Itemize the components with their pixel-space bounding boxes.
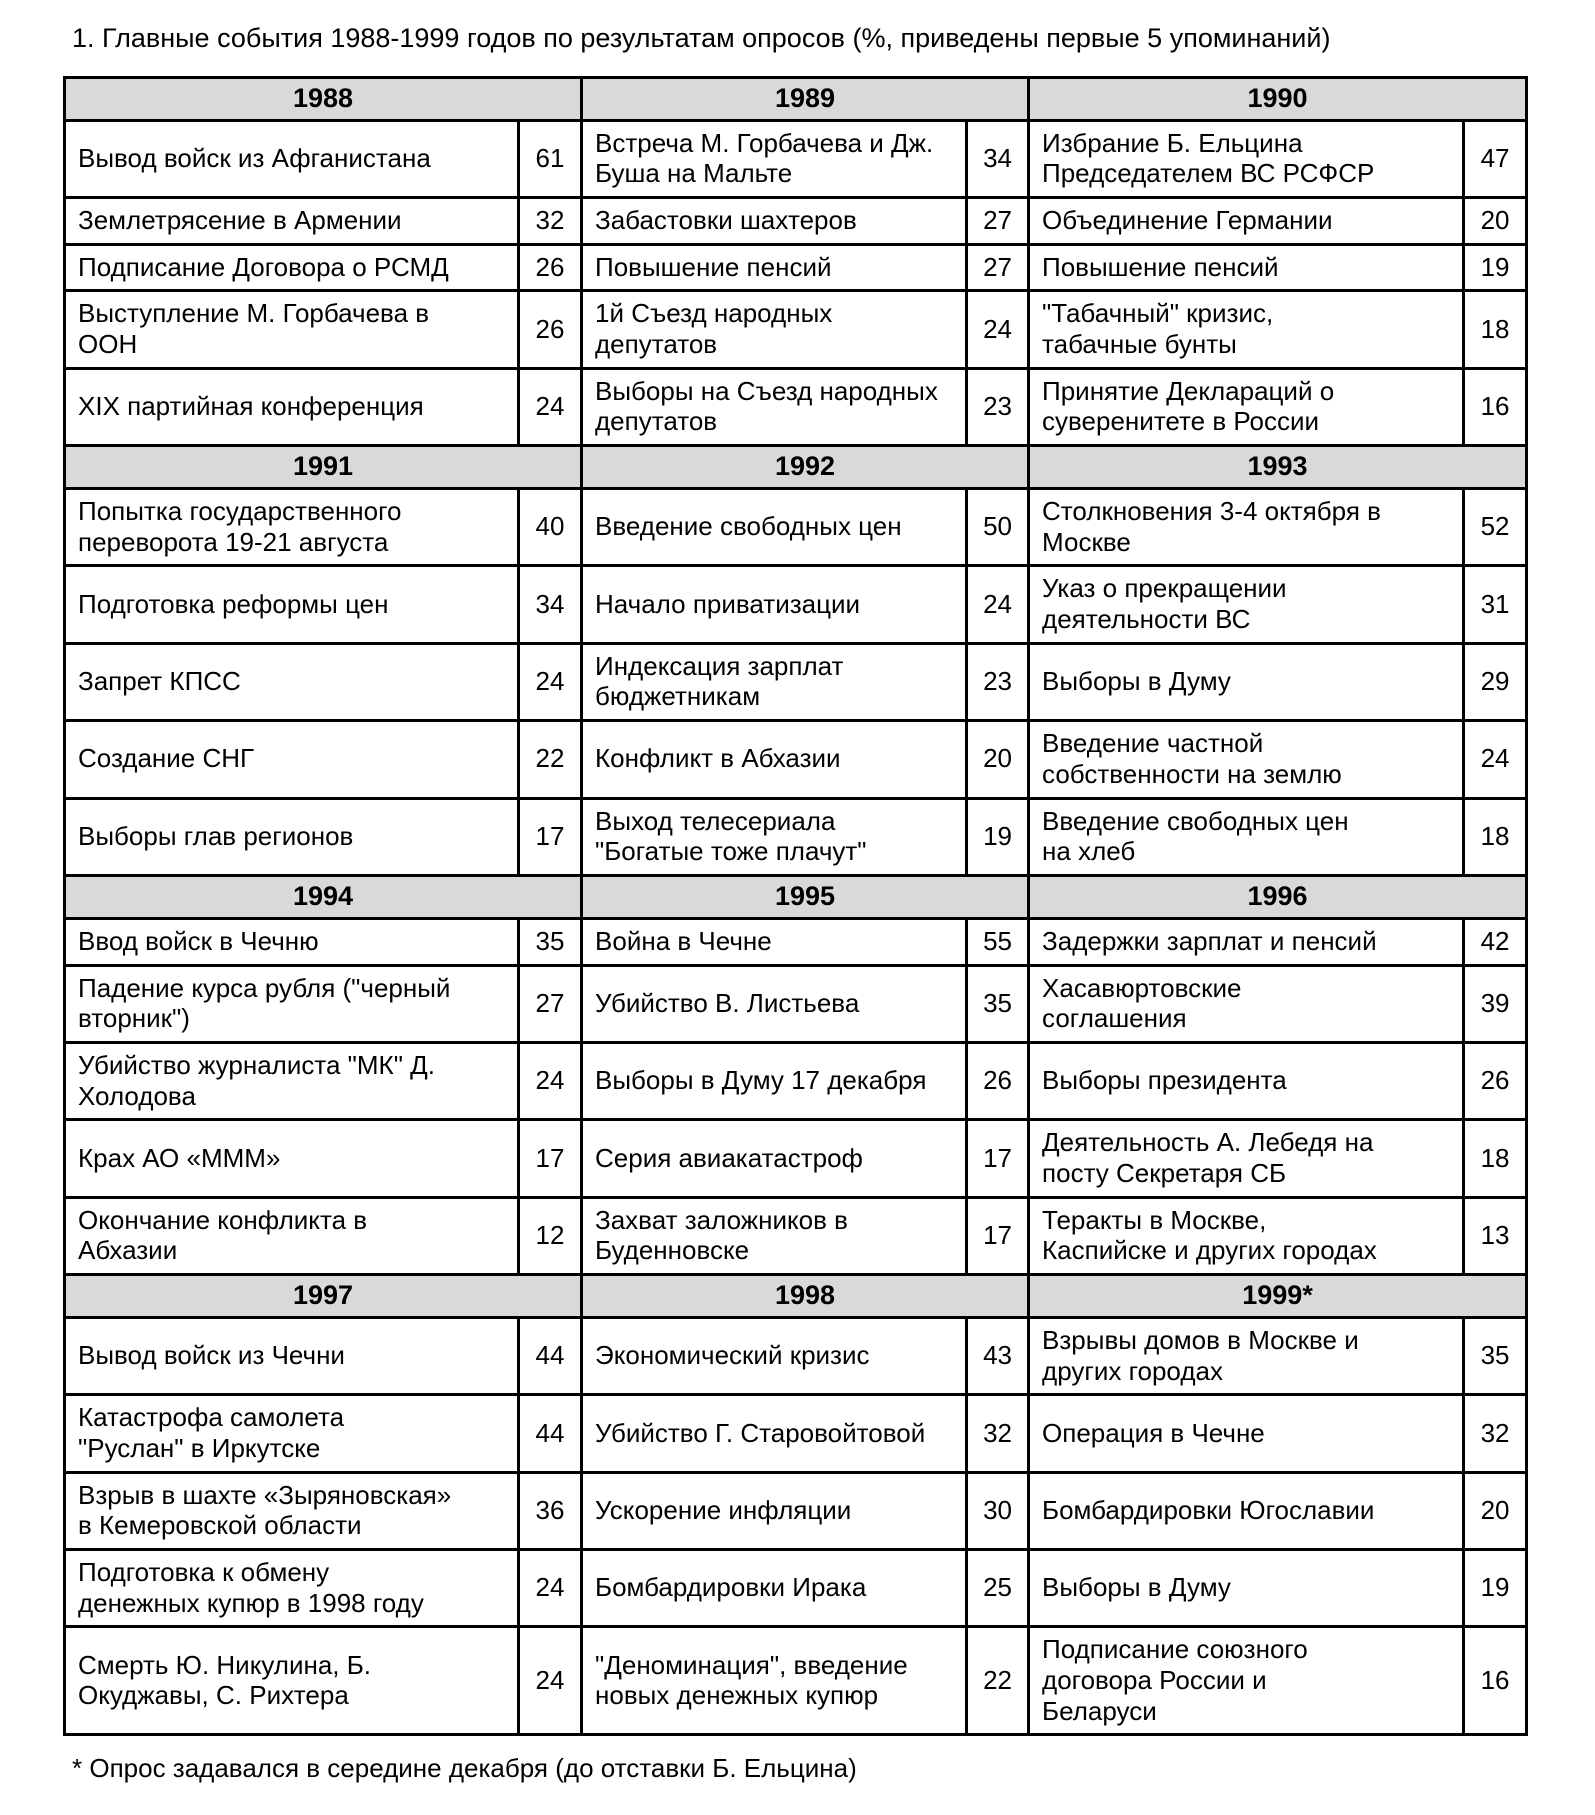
event-cell: Теракты в Москве, Каспийске и других городах — [1029, 1197, 1464, 1274]
event-cell: Подписание союзного договора России и Беларуси — [1029, 1627, 1464, 1735]
value-cell: 39 — [1464, 965, 1527, 1042]
event-cell: "Табачный" кризис, табачные бунты — [1029, 291, 1464, 368]
event-cell: Война в Чечне — [582, 918, 967, 965]
event-cell: Выход телесериала "Богатые тоже плачут" — [582, 798, 967, 875]
value-cell: 17 — [967, 1197, 1029, 1274]
event-cell: Вывод войск из Чечни — [65, 1317, 519, 1394]
value-cell: 43 — [967, 1317, 1029, 1394]
value-cell: 24 — [519, 643, 582, 720]
event-row — [65, 1395, 1527, 1472]
event-cell: Столкновения 3-4 октября в Москве — [1029, 489, 1464, 566]
event-row — [65, 1197, 1527, 1274]
event-row — [65, 489, 1527, 566]
value-cell: 16 — [1464, 1627, 1527, 1735]
value-cell: 27 — [967, 198, 1029, 245]
value-cell: 18 — [1464, 291, 1527, 368]
value-cell: 24 — [519, 1627, 582, 1735]
value-cell: 26 — [519, 291, 582, 368]
year-header: 1988 — [65, 77, 582, 120]
events-table-body — [65, 77, 1527, 1735]
value-cell: 20 — [1464, 198, 1527, 245]
year-header: 1995 — [582, 875, 1029, 918]
value-cell: 23 — [967, 643, 1029, 720]
value-cell: 26 — [1464, 1042, 1527, 1119]
event-cell: Выборы президента — [1029, 1042, 1464, 1119]
event-cell: Встреча М. Горбачева и Дж. Буша на Мальте — [582, 120, 967, 197]
event-cell: Забастовки шахтеров — [582, 198, 967, 245]
event-cell: Выборы в Думу 17 декабря — [582, 1042, 967, 1119]
event-cell: Смерть Ю. Никулина, Б. Окуджавы, С. Рихтера — [65, 1627, 519, 1735]
value-cell: 35 — [1464, 1317, 1527, 1394]
value-cell: 13 — [1464, 1197, 1527, 1274]
value-cell: 25 — [967, 1549, 1029, 1626]
event-cell: Выборы глав регионов — [65, 798, 519, 875]
year-header-row — [65, 1274, 1527, 1317]
value-cell: 27 — [519, 965, 582, 1042]
event-cell: Захват заложников в Буденновске — [582, 1197, 967, 1274]
value-cell: 27 — [967, 244, 1029, 291]
value-cell: 44 — [519, 1317, 582, 1394]
event-cell: Подготовка к обмену денежных купюр в 1998 году — [65, 1549, 519, 1626]
event-cell: Взрыв в шахте «Зыряновская» в Кемеровской области — [65, 1472, 519, 1549]
value-cell: 32 — [519, 198, 582, 245]
value-cell: 42 — [1464, 918, 1527, 965]
event-row — [65, 1042, 1527, 1119]
event-cell: Создание СНГ — [65, 721, 519, 798]
event-row — [65, 368, 1527, 445]
event-cell: "Деноминация", введение новых денежных купюр — [582, 1627, 967, 1735]
year-header: 1990 — [1029, 77, 1527, 120]
event-cell: XIX партийная конференция — [65, 368, 519, 445]
year-header: 1999* — [1029, 1274, 1527, 1317]
event-row — [65, 798, 1527, 875]
event-cell: Экономический кризис — [582, 1317, 967, 1394]
event-row — [65, 566, 1527, 643]
page-title: 1. Главные события 1988-1999 годов по результатам опросов (%, приведены первые 5 упоминаний) — [72, 23, 1331, 53]
value-cell: 61 — [519, 120, 582, 197]
event-row — [65, 918, 1527, 965]
year-header: 1991 — [65, 446, 582, 489]
value-cell: 20 — [1464, 1472, 1527, 1549]
event-row — [65, 1627, 1527, 1735]
year-header-row — [65, 446, 1527, 489]
event-cell: Операция в Чечне — [1029, 1395, 1464, 1472]
value-cell: 18 — [1464, 1120, 1527, 1197]
event-cell: Повышение пенсий — [1029, 244, 1464, 291]
events-table — [63, 76, 1528, 1737]
value-cell: 32 — [967, 1395, 1029, 1472]
value-cell: 47 — [1464, 120, 1527, 197]
value-cell: 18 — [1464, 798, 1527, 875]
event-cell: Введение свободных цен на хлеб — [1029, 798, 1464, 875]
event-cell: 1й Съезд народных депутатов — [582, 291, 967, 368]
year-header: 1998 — [582, 1274, 1029, 1317]
event-cell: Конфликт в Абхазии — [582, 721, 967, 798]
event-row — [65, 643, 1527, 720]
year-header: 1997 — [65, 1274, 582, 1317]
value-cell: 34 — [967, 120, 1029, 197]
event-cell: Избрание Б. Ельцина Председателем ВС РСФСР — [1029, 120, 1464, 197]
event-row — [65, 198, 1527, 245]
value-cell: 44 — [519, 1395, 582, 1472]
event-cell: Задержки зарплат и пенсий — [1029, 918, 1464, 965]
value-cell: 40 — [519, 489, 582, 566]
year-header: 1994 — [65, 875, 582, 918]
event-cell: Повышение пенсий — [582, 244, 967, 291]
event-cell: Убийство журналиста "МК" Д. Холодова — [65, 1042, 519, 1119]
value-cell: 23 — [967, 368, 1029, 445]
event-cell: Серия авиакатастроф — [582, 1120, 967, 1197]
value-cell: 17 — [519, 798, 582, 875]
value-cell: 52 — [1464, 489, 1527, 566]
event-cell: Убийство Г. Старовойтовой — [582, 1395, 967, 1472]
event-cell: Бомбардировки Ирака — [582, 1549, 967, 1626]
year-header: 1992 — [582, 446, 1029, 489]
value-cell: 19 — [1464, 244, 1527, 291]
event-cell: Бомбардировки Югославии — [1029, 1472, 1464, 1549]
value-cell: 17 — [967, 1120, 1029, 1197]
year-header-row — [65, 77, 1527, 120]
year-header: 1989 — [582, 77, 1029, 120]
event-row — [65, 1472, 1527, 1549]
value-cell: 22 — [519, 721, 582, 798]
value-cell: 24 — [1464, 721, 1527, 798]
event-row — [65, 965, 1527, 1042]
value-cell: 19 — [967, 798, 1029, 875]
event-cell: Принятие Деклараций о суверенитете в России — [1029, 368, 1464, 445]
event-cell: Взрывы домов в Москве и других городах — [1029, 1317, 1464, 1394]
event-cell: Подписание Договора о РСМД — [65, 244, 519, 291]
value-cell: 36 — [519, 1472, 582, 1549]
event-row — [65, 1120, 1527, 1197]
value-cell: 50 — [967, 489, 1029, 566]
value-cell: 24 — [519, 1549, 582, 1626]
value-cell: 22 — [967, 1627, 1029, 1735]
event-cell: Крах АО «МММ» — [65, 1120, 519, 1197]
event-cell: Индексация зарплат бюджетникам — [582, 643, 967, 720]
value-cell: 55 — [967, 918, 1029, 965]
event-cell: Выступление М. Горбачева в ООН — [65, 291, 519, 368]
value-cell: 24 — [967, 291, 1029, 368]
event-cell: Вывод войск из Афганистана — [65, 120, 519, 197]
year-header: 1996 — [1029, 875, 1527, 918]
value-cell: 24 — [967, 566, 1029, 643]
event-row — [65, 291, 1527, 368]
year-header-row — [65, 875, 1527, 918]
value-cell: 30 — [967, 1472, 1029, 1549]
event-cell: Падение курса рубля ("черный вторник") — [65, 965, 519, 1042]
event-cell: Запрет КПСС — [65, 643, 519, 720]
event-cell: Убийство В. Листьева — [582, 965, 967, 1042]
event-cell: Землетрясение в Армении — [65, 198, 519, 245]
value-cell: 17 — [519, 1120, 582, 1197]
event-row — [65, 244, 1527, 291]
footnote: * Опрос задавался в середине декабря (до отставки Б. Ельцина) — [72, 1753, 857, 1784]
value-cell: 19 — [1464, 1549, 1527, 1626]
value-cell: 24 — [519, 368, 582, 445]
event-cell: Начало приватизации — [582, 566, 967, 643]
event-cell: Ввод войск в Чечню — [65, 918, 519, 965]
event-cell: Введение свободных цен — [582, 489, 967, 566]
event-cell: Введение частной собственности на землю — [1029, 721, 1464, 798]
event-cell: Попытка государственного переворота 19-21 августа — [65, 489, 519, 566]
value-cell: 32 — [1464, 1395, 1527, 1472]
event-row — [65, 120, 1527, 197]
event-cell: Хасавюртовские соглашения — [1029, 965, 1464, 1042]
event-cell: Выборы на Съезд народных депутатов — [582, 368, 967, 445]
value-cell: 35 — [519, 918, 582, 965]
event-cell: Объединение Германии — [1029, 198, 1464, 245]
event-cell: Окончание конфликта в Абхазии — [65, 1197, 519, 1274]
year-header: 1993 — [1029, 446, 1527, 489]
event-cell: Выборы в Думу — [1029, 643, 1464, 720]
event-row — [65, 1549, 1527, 1626]
event-cell: Ускорение инфляции — [582, 1472, 967, 1549]
event-row — [65, 721, 1527, 798]
event-row — [65, 1317, 1527, 1394]
value-cell: 16 — [1464, 368, 1527, 445]
value-cell: 35 — [967, 965, 1029, 1042]
event-cell: Деятельность А. Лебедя на посту Секретаря СБ — [1029, 1120, 1464, 1197]
event-cell: Выборы в Думу — [1029, 1549, 1464, 1626]
event-cell: Катастрофа самолета "Руслан" в Иркутске — [65, 1395, 519, 1472]
value-cell: 24 — [519, 1042, 582, 1119]
value-cell: 20 — [967, 721, 1029, 798]
value-cell: 26 — [519, 244, 582, 291]
event-cell: Указ о прекращении деятельности ВС — [1029, 566, 1464, 643]
value-cell: 34 — [519, 566, 582, 643]
event-cell: Подготовка реформы цен — [65, 566, 519, 643]
value-cell: 12 — [519, 1197, 582, 1274]
value-cell: 31 — [1464, 566, 1527, 643]
value-cell: 26 — [967, 1042, 1029, 1119]
value-cell: 29 — [1464, 643, 1527, 720]
